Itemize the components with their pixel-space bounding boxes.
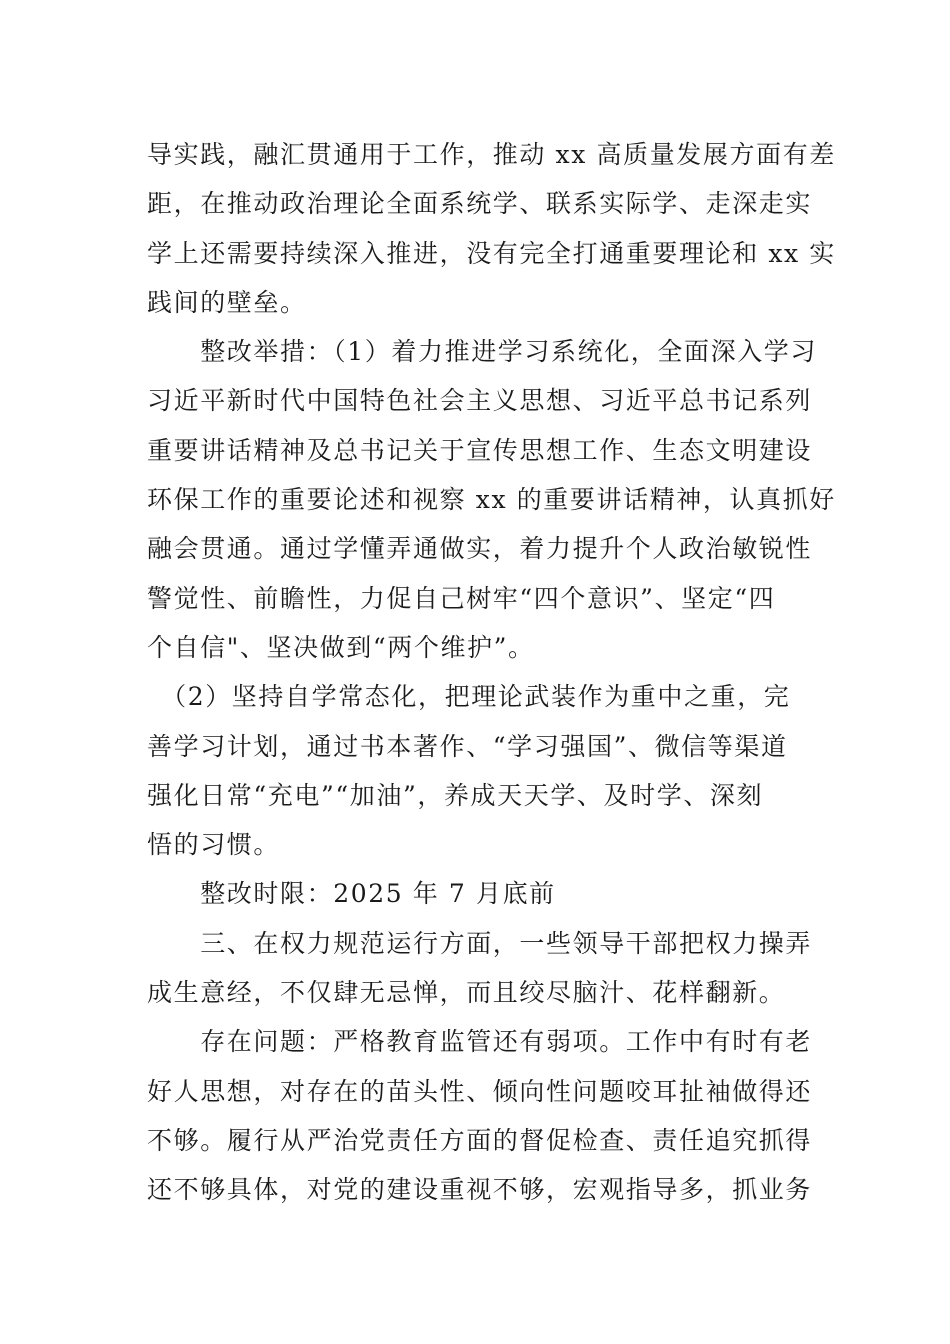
text-line: 学上还需要持续深入推进，没有完全打通重要理论和 xx 实 <box>147 238 836 268</box>
text-line: 导实践，融汇贯通用于工作，推动 xx 高质量发展方面有差 <box>147 140 836 169</box>
text-line: 三、在权力规范运行方面，一些领导干部把权力操弄 <box>147 928 813 958</box>
text-line: 个自信"、坚决做到“两个维护”。 <box>147 632 535 662</box>
text-line: （2）坚持自学常态化，把理论武装作为重中之重，完 <box>147 682 791 712</box>
text-line: 践间的壁垒。 <box>147 287 307 317</box>
text-line: 成生意经，不仅肆无忌惮，而且绞尽脑汁、花样翻新。 <box>147 978 786 1008</box>
document-body <box>147 130 836 1215</box>
text-line: 不够。履行从严治党责任方面的督促检查、责任追究抓得 <box>147 1125 813 1155</box>
paragraph-existing-problems <box>147 1017 813 1214</box>
text-line: 整改时限：2025 年 7 月底前 <box>147 879 556 909</box>
paragraph-rectification-measures-1 <box>147 327 836 672</box>
paragraph-section-three-heading <box>147 919 813 1018</box>
paragraph-deadline <box>147 869 807 918</box>
text-line: 悟的习惯。 <box>147 830 281 860</box>
text-line: 融会贯通。通过学懂弄通做实，着力提升个人政治敏锐性 <box>147 534 813 564</box>
text-line: 善学习计划，通过书本著作、“学习强国”、微信等渠道 <box>147 731 788 761</box>
paragraph-theory-practice-gap <box>147 130 836 327</box>
text-line: 还不够具体，对党的建设重视不够，宏观指导多，抓业务 <box>147 1175 813 1205</box>
text-line: 距，在推动政治理论全面系统学、联系实际学、走深走实 <box>147 189 813 219</box>
paragraph-rectification-measures-2 <box>147 672 807 869</box>
text-line: 整改举措：（1）着力推进学习系统化，全面深入学习 <box>147 337 818 367</box>
text-line: 习近平新时代中国特色社会主义思想、习近平总书记系列 <box>147 386 813 416</box>
text-line: 环保工作的重要论述和视察 xx 的重要讲话精神，认真抓好 <box>147 485 836 515</box>
text-line: 好人思想，对存在的苗头性、倾向性问题咬耳扯袖做得还 <box>147 1076 813 1106</box>
text-line: 警觉性、前瞻性，力促自己树牢“四个意识”、坚定“四 <box>147 583 776 613</box>
text-line: 重要讲话精神及总书记关于宣传思想工作、生态文明建设 <box>147 435 813 465</box>
text-line: 存在问题：严格教育监管还有弱项。工作中有时有老 <box>147 1027 813 1057</box>
text-line: 强化日常“充电”“加油”，养成天天学、及时学、深刻 <box>147 780 764 810</box>
